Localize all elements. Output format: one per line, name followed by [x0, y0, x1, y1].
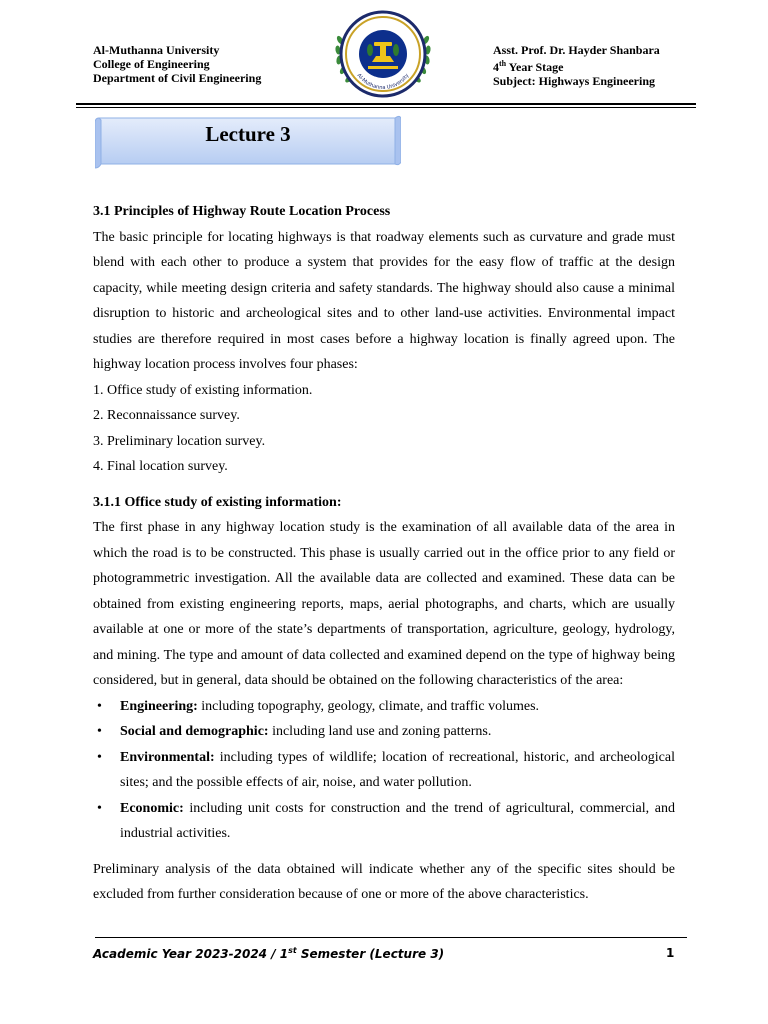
- closing-paragraph: Preliminary analysis of the data obtained will indicate whether any of the specific sites should be excluded from further consideration because of one or more of the above characteristics.: [93, 861, 675, 902]
- section-heading-3-1-1: 3.1.1 Office study of existing information:: [93, 494, 342, 510]
- characteristics-list: [93, 694, 675, 847]
- bullet-icon: •: [97, 698, 102, 714]
- university-name: Al-Muthanna University: [93, 43, 220, 57]
- year-stage: 4th Year Stage: [493, 59, 564, 74]
- list-item: 1. Office study of existing information.: [93, 382, 313, 398]
- header-divider: [76, 103, 696, 105]
- list-item: 2. Reconnaissance survey.: [93, 408, 240, 423]
- subject-name: Subject: Highways Engineering: [493, 74, 656, 88]
- department-name: Department of Civil Engineering: [93, 71, 262, 85]
- section-heading-3-1: 3.1 Principles of Highway Route Location Process: [93, 204, 391, 219]
- university-logo: [330, 10, 436, 98]
- list-item: 4. Final location survey.: [93, 459, 228, 474]
- bullet-icon: •: [97, 800, 102, 816]
- header-divider-thin: [76, 107, 696, 108]
- list-item: • Environmental: including types of wildlife; location of recreational, historic, and archeological sites; and the possible effects of air, noise, and water pollution.: [93, 745, 675, 796]
- bullet-icon: •: [97, 724, 102, 739]
- list-item: • Engineering: including topography, geology, climate, and traffic volumes.: [93, 694, 675, 720]
- bullet-icon: •: [97, 749, 102, 765]
- list-item: 3. Preliminary location survey.: [93, 433, 266, 449]
- list-item: • Economic: including unit costs for construction and the trend of agricultural, commercial, and industrial activities.: [93, 796, 675, 847]
- phase-list: [93, 378, 675, 480]
- logo-text: Al-Muthanna University: [355, 72, 411, 92]
- section-3-1-paragraph: The basic principle for locating highways is that roadway elements such as curvature and grade must blend with each other to produce a system that provides for the easy flow of traffic at the design capacity, while meeting design criteria and safety standards. The highway should also cause a minimal disruption to historic and archeological sites and to other land-use activities. Environmental impact studies are therefore required in most cases before a highway location is finally agreed upon. The highway location process involves four phases:: [93, 229, 675, 372]
- header-institution: [93, 43, 261, 85]
- instructor-name: Asst. Prof. Dr. Hayder Shanbara: [493, 43, 660, 57]
- list-item: • Social and demographic: including land use and zoning patterns.: [93, 719, 675, 745]
- document-body: [93, 199, 675, 908]
- lecture-title: Lecture 3: [205, 122, 291, 146]
- footer-academic-year: Academic Year 2023-2024 / 1st Semester (Lecture 3): [93, 946, 445, 961]
- section-3-1-1-paragraph: The first phase in any highway location study is the examination of all available data of the area in which the road is to be constructed. This phase is usually carried out in the office prior to any field or photogrammetric investigation. All the available data are collected and examined. These data can be obtained from existing engineering reports, maps, aerial photographs, and charts, which are usually available at one or more of the state’s departments of transportation, agriculture, geology, hydrology, and mining. The type and amount of data collected and examined depend on the type of highway being considered, but in general, data should be obtained on the following characteristics of the area:: [93, 520, 675, 688]
- college-name: College of Engineering: [93, 57, 210, 71]
- footer-divider: [95, 937, 687, 938]
- header-course-info: [493, 43, 660, 88]
- page-number: 1: [666, 946, 675, 960]
